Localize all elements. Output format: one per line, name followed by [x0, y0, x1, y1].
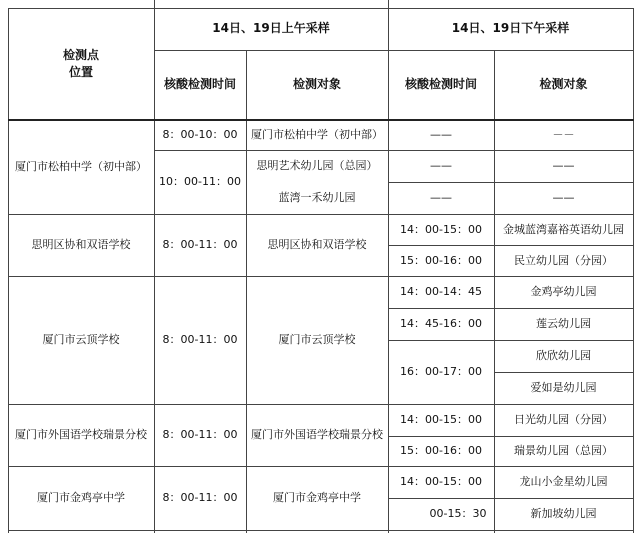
header-pm-target: 检测对象	[539, 77, 588, 92]
row5-am-time: 8：00-11：00	[162, 491, 238, 505]
header-site-line2: 位置	[68, 65, 93, 79]
grid-line	[246, 50, 247, 533]
row3-pm-time-3: 16：00-17：00	[400, 365, 482, 379]
grid-line	[8, 214, 634, 215]
row3-pm-time-2: 14：45-16：00	[400, 317, 482, 331]
grid-line	[388, 182, 634, 183]
row1-site: 厦门市松柏中学（初中部）	[15, 160, 147, 174]
row1-am-target-2a: 思明艺术幼儿园（总园）	[256, 159, 378, 173]
row2-pm-time-2: 15：00-16：00	[400, 253, 482, 267]
header-site-line1: 检测点	[62, 47, 99, 62]
header-site	[8, 8, 154, 120]
row1-am-time-1: 8：00-10：00	[162, 128, 238, 142]
grid-line	[494, 50, 495, 533]
grid-line	[388, 436, 634, 437]
grid-line	[154, 150, 634, 151]
grid-line	[8, 276, 634, 277]
row1-pm-time-2: ——	[430, 159, 452, 173]
grid-line	[388, 0, 389, 533]
row1-pm-target-1: －－	[552, 128, 575, 142]
grid-line	[388, 498, 634, 499]
row2-site: 思明区协和双语学校	[31, 238, 131, 252]
row5-pm-target-2: 新加坡幼儿园	[530, 507, 597, 521]
row1-pm-target-2: ——	[552, 159, 575, 173]
row1-pm-target-3: ——	[552, 191, 575, 205]
row3-am-time: 8：00-11：00	[162, 333, 238, 347]
row5-pm-time-2	[388, 498, 494, 530]
grid-line	[154, 0, 155, 533]
grid-line	[8, 530, 634, 531]
grid-line	[8, 119, 634, 121]
row1-pm-time-1: ——	[430, 128, 452, 142]
grid-line	[388, 245, 634, 246]
row3-site: 厦门市云顶学校	[42, 333, 120, 347]
row3-pm-target-1: 金鸡亭幼儿园	[530, 285, 597, 299]
row5-am-target: 厦门市金鸡亭中学	[273, 491, 361, 505]
grid-line	[388, 340, 634, 341]
row2-pm-target-2: 民立幼儿园（分园）	[514, 253, 613, 267]
grid-line	[8, 8, 634, 9]
grid-line	[8, 466, 634, 467]
row3-pm-target-3a: 欣欣幼儿园	[536, 349, 591, 363]
header-pm-time: 核酸检测时间	[404, 77, 477, 92]
header-pm-group: 14日、19日下午采样	[451, 21, 570, 36]
row5-site: 厦门市金鸡亭中学	[37, 491, 125, 505]
row1-am-target-2	[246, 150, 388, 214]
row2-am-target: 思明区协和双语学校	[267, 238, 367, 252]
header-am-time: 核酸检测时间	[163, 77, 236, 92]
grid-line	[633, 8, 634, 533]
row3-pm-target-2: 莲云幼儿园	[536, 317, 591, 331]
row3-pm-time-1: 14：00-14：45	[400, 285, 482, 299]
row4-site: 厦门市外国语学校瑞景分校	[15, 428, 147, 442]
row3-pm-target-3b: 爱如是幼儿园	[530, 381, 597, 395]
row1-am-time-2: 10：00-11：00	[159, 175, 241, 189]
header-am-group: 14日、19日上午采样	[212, 21, 330, 36]
row4-pm-target-2: 瑞景幼儿园（总园）	[514, 444, 613, 458]
row3-am-target: 厦门市云顶学校	[278, 333, 356, 347]
row2-am-time: 8：00-11：00	[162, 238, 238, 252]
row4-am-target: 厦门市外国语学校瑞景分校	[251, 428, 383, 442]
grid-line	[154, 50, 634, 51]
grid-line	[8, 8, 9, 533]
grid-line	[8, 404, 634, 405]
row2-pm-time-1: 14：00-15：00	[400, 222, 482, 236]
row2-pm-target-1: 金城蓝湾嘉裕英语幼儿园	[503, 222, 624, 236]
row5-pm-time-1: 14：00-15：00	[400, 475, 482, 489]
row5-pm-target-1: 龙山小金星幼儿园	[519, 475, 608, 489]
row4-pm-time-1: 14：00-15：00	[400, 413, 482, 427]
row4-am-time: 8：00-11：00	[162, 428, 238, 442]
row1-pm-time-3: ——	[430, 191, 452, 205]
row1-am-target-1: 厦门市松柏中学（初中部）	[251, 128, 383, 142]
header-am-target: 检测对象	[292, 77, 341, 92]
grid-line	[494, 372, 634, 373]
row1-am-target-2b: 蓝湾一禾幼儿园	[278, 191, 356, 205]
grid-line	[388, 308, 634, 309]
row5-pm-time-2-text: 00-15：30	[429, 507, 487, 521]
row4-pm-target-1: 日光幼儿园（分园）	[514, 413, 613, 427]
row4-pm-time-2: 15：00-16：00	[400, 444, 482, 458]
